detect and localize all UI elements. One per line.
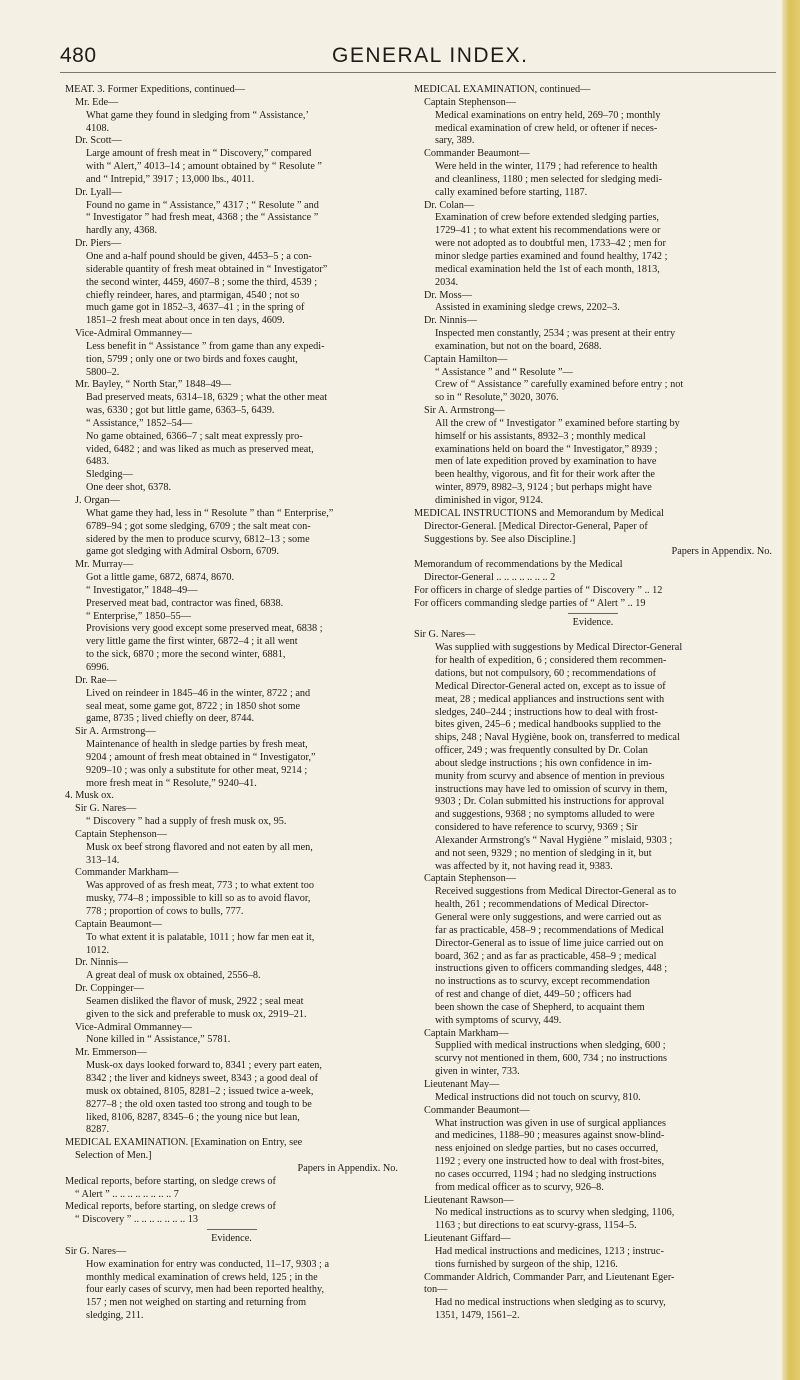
index-line: Dr. Ninnis— <box>75 957 128 969</box>
index-line: Captain Beaumont— <box>75 918 162 930</box>
index-line: 8342 ; the liver and kidneys sweet, 8343 ; a good deal of <box>86 1072 318 1084</box>
index-line: Alexander Armstrong's “ Naval Hygiène ” mislaid, 9303 ; <box>435 834 673 846</box>
index-line: bites given, 245–6 ; medical handbooks supplied to the <box>435 719 661 731</box>
index-line: “ Investigator ” had fresh meat, 4368 ; the “ Assistance ” <box>86 212 319 224</box>
right-column <box>414 84 772 1323</box>
index-line: 4. Musk ox. <box>65 790 114 802</box>
index-line: hardly any, 4368. <box>86 225 158 237</box>
page-number: 480 <box>60 44 97 67</box>
index-line: far as practicable, 458–9 ; recommendations of Medical <box>435 924 664 936</box>
index-line: 5800–2. <box>86 366 120 378</box>
index-line: For officers commanding sledge parties of “ Alert ” .. 19 <box>414 597 646 609</box>
index-line: Vice-Admiral Ommanney— <box>75 328 192 340</box>
index-line: Musk ox beef strong flavored and not eaten by all men, <box>86 841 313 853</box>
index-line: game got sledging with Admiral Osborn, 6709. <box>86 546 280 558</box>
index-line: dations, but not compulsory, 60 ; recommendations of <box>435 667 657 679</box>
running-header: GENERAL INDEX. <box>332 44 529 67</box>
index-line: Selection of Men.] <box>75 1150 152 1162</box>
index-line: Were held in the winter, 1179 ; had reference to health <box>435 161 658 173</box>
index-line: Director-General .. .. .. .. .. .. .. 2 <box>424 572 556 584</box>
index-line: For officers in charge of sledge parties of “ Discovery ” .. 12 <box>414 584 663 596</box>
index-line: Less benefit in “ Assistance ” from game than any expedi- <box>86 340 325 352</box>
index-line: Vice-Admiral Ommanney— <box>75 1021 192 1033</box>
index-line: Inspected men constantly, 2534 ; was present at their entry <box>435 328 676 340</box>
index-line: “ Alert ” .. .. .. .. .. .. .. .. 7 <box>75 1188 179 1200</box>
index-line: Captain Hamilton— <box>424 353 508 365</box>
index-line: Suggestions by. See also Discipline.] <box>424 533 576 545</box>
header-rule <box>60 72 776 73</box>
index-line: What game they had, less in “ Resolute ” than “ Enterprise,” <box>86 507 334 519</box>
index-line: from medical officer as to scurvy, 926–8. <box>435 1181 604 1193</box>
index-line: medical examination held the 1st of each month, 1813, <box>435 263 660 275</box>
index-line: sidered by the men to produce scurvy, 6812–13 ; some <box>86 533 310 545</box>
index-line: no cases occurred, 1194 ; had no sledging instructions <box>435 1168 657 1180</box>
index-line: men of late expedition proved by examination to have <box>435 456 657 468</box>
index-line: 778 ; proportion of cows to bulls, 777. <box>86 906 244 917</box>
index-line: and “ Intrepid,” 3917 ; 13,000 lbs., 4011. <box>86 173 255 185</box>
index-line: One and a-half pound should be given, 4453–5 ; a con- <box>86 250 312 262</box>
index-line: 1163 ; but directions to eat scurvy-grass, 1154–5. <box>435 1220 637 1232</box>
index-line: tion, 5799 ; only one or two birds and foxes caught, <box>86 353 298 365</box>
index-line: “ Enterprise,” 1850–55— <box>86 610 192 622</box>
index-line: siderable quantity of fresh meat obtained in “ Investigator” <box>86 263 328 275</box>
index-line: Commander Aldrich, Commander Parr, and Lieutenant Eger- <box>424 1271 675 1283</box>
index-line: Commander Beaumont— <box>424 1104 530 1116</box>
index-line: Got a little game, 6872, 6874, 8670. <box>86 572 235 584</box>
index-line: 1012. <box>86 944 110 956</box>
index-line: Captain Stephenson— <box>75 828 167 840</box>
index-line: To what extent it is palatable, 1011 ; how far men eat it, <box>86 931 315 943</box>
index-line: 9209–10 ; was only a substitute for other meat, 9214 ; <box>86 764 308 776</box>
index-line: cally examined before starting, 1187. <box>435 186 588 198</box>
index-line: of rest and change of diet, 449–50 ; officers had <box>435 989 632 1001</box>
index-line: Was approved of as fresh meat, 773 ; to what extent too <box>86 880 315 892</box>
index-line: What instruction was given in use of surgical appliances <box>435 1117 666 1129</box>
index-line: four early cases of scurvy, men had been reported healthy, <box>86 1284 325 1296</box>
index-line: liked, 8106, 8287, 8345–6 ; the young nice but lean, <box>86 1111 300 1123</box>
index-line: Dr. Rae— <box>75 674 117 686</box>
index-line: and suggestions, 9368 ; no symptoms alluded to were <box>435 809 655 821</box>
index-line: Medical instructions did not touch on scurvy, 810. <box>435 1091 641 1103</box>
index-line: Had medical instructions and medicines, 1213 ; instruc- <box>435 1245 664 1257</box>
index-line: minor sledge parties examined and found healthy, 1742 ; <box>435 250 668 262</box>
index-line: scurvy not mentioned in them, 600, 734 ; no instructions <box>435 1053 668 1065</box>
index-line: None killed in “ Assistance,” 5781. <box>86 1034 231 1046</box>
index-line: health, 261 ; recommendations of Medical Director- <box>435 899 649 911</box>
index-line: Mr. Emmerson— <box>75 1047 147 1059</box>
index-line: Lived on reindeer in 1845–46 in the winter, 8722 ; and <box>86 687 311 699</box>
index-line: “ Assistance,” 1852–54— <box>86 417 193 429</box>
index-line: Sledging— <box>86 469 133 481</box>
index-line: Dr. Scott— <box>75 135 122 147</box>
index-line: winter, 8979, 8982–3, 9124 ; but perhaps might have <box>435 482 652 494</box>
index-line: Lieutenant Giffard— <box>424 1233 511 1245</box>
index-line: Sir G. Nares— <box>414 629 476 641</box>
index-line: Director-General. [Medical Director-General, Paper of <box>424 520 648 532</box>
index-line: Bad preserved meats, 6314–18, 6329 ; what the other meat <box>86 392 328 404</box>
index-line: “ Investigator,” 1848–49— <box>86 584 198 596</box>
index-line: Dr. Piers— <box>75 238 122 250</box>
index-line: medical examination of crew held, or oftener if neces- <box>435 122 658 134</box>
index-line: 4108. <box>86 122 110 134</box>
left-column <box>65 84 398 1323</box>
index-line: Evidence. <box>211 1233 252 1245</box>
index-line: were not adopted as to doubtful men, 1733–42 ; men for <box>435 238 666 250</box>
index-line: musk ox obtained, 8105, 8281–2 ; issued twice a-week, <box>86 1085 314 1097</box>
index-line: chiefly reindeer, hares, and ptarmigan, 4540 ; not so <box>86 289 300 301</box>
index-line: No game obtained, 6366–7 ; salt meat expressly pro- <box>86 430 303 442</box>
index-line: ness enjoined on sledge parties, but no cases occurred, <box>435 1143 659 1155</box>
index-line: Medical examinations on entry held, 269–70 ; monthly <box>435 109 661 121</box>
index-line: 1351, 1479, 1561–2. <box>435 1310 520 1322</box>
index-line: Papers in Appendix. No. <box>671 546 772 558</box>
index-line: seal meat, some game got, 8722 ; in 1850 shot some <box>86 700 301 712</box>
index-line: Dr. Ninnis— <box>424 315 477 327</box>
index-line: MEDICAL INSTRUCTIONS and Memorandum by Medical <box>414 507 664 519</box>
index-line: 9204 ; amount of fresh meat obtained in “ Investigator,” <box>86 751 316 763</box>
index-line: MEDICAL EXAMINATION, continued— <box>414 84 591 95</box>
index-line: and cleanliness, 1180 ; men selected for sledging medi- <box>435 173 663 185</box>
index-line: and medicines, 1188–90 ; measures against snow-blind- <box>435 1130 665 1142</box>
index-line: board, 362 ; and as far as practicable, 458–9 ; medical <box>435 950 657 962</box>
index-line: officer, 249 ; was frequently consulted by Dr. Colan <box>435 745 648 757</box>
index-line: Seamen disliked the flavor of musk, 2922 ; seal meat <box>86 995 304 1007</box>
index-line: Captain Stephenson— <box>424 96 516 108</box>
index-line: much game got in 1852–3, 4637–41 ; in the spring of <box>86 302 305 314</box>
index-line: Mr. Bayley, “ North Star,” 1848–49— <box>75 379 232 391</box>
index-line: 1192 ; every one instructed how to deal with frost-bites, <box>435 1156 665 1168</box>
index-line: Sir A. Armstrong— <box>424 405 505 417</box>
index-line: given in winter, 733. <box>435 1066 520 1078</box>
index-line: vided, 6482 ; and was liked as much as preserved meat, <box>86 443 314 455</box>
index-line: himself or his assistants, 8932–3 ; monthly medical <box>435 430 646 442</box>
index-line: Maintenance of health in sledge parties by fresh meat, <box>86 739 308 751</box>
index-line: so in “ Resolute,” 3020, 3076. <box>435 392 559 404</box>
index-line: No medical instructions as to scurvy when sledging, 1106, <box>435 1207 675 1219</box>
index-line: Mr. Murray— <box>75 559 134 571</box>
index-line: the second winter, 4459, 4607–8 ; some the third, 4539 ; <box>86 276 318 288</box>
index-line: examinations held on board the “ Investigator,” 8939 ; <box>435 443 658 455</box>
index-line: Lieutenant Rawson— <box>424 1194 514 1206</box>
index-line: given to the sick and preferable to musk ox, 2919–21. <box>86 1008 307 1020</box>
index-line: Director-General as to issue of lime juice carried out on <box>435 937 664 949</box>
index-line: 1851–2 fresh meat about once in ten days, 4609. <box>86 315 285 327</box>
index-line: and not seen, 9329 ; no mention of sledging in it, but <box>435 847 652 859</box>
index-line: sledges, 240–244 ; instructions how to deal with frost- <box>435 706 658 718</box>
index-line: 8287. <box>86 1124 110 1136</box>
index-line: Captain Stephenson— <box>424 873 516 885</box>
index-line: Examination of crew before extended sledging parties, <box>435 212 659 224</box>
index-line: All the crew of “ Investigator ” examined before starting by <box>435 417 680 429</box>
index-line: MEAT. 3. Former Expeditions, continued— <box>65 84 246 95</box>
index-line: A great deal of musk ox obtained, 2556–8. <box>86 970 261 982</box>
index-line: instructions given to officers commanding sledges, 448 ; <box>435 963 668 975</box>
index-line: Preserved meat bad, contractor was fined, 6838. <box>86 597 284 609</box>
index-line: “ Discovery ” had a supply of fresh musk ox, 95. <box>86 816 287 828</box>
index-line: Assisted in examining sledge crews, 2202–3. <box>435 302 620 314</box>
index-line: Medical Director-General acted on, except as to issue of <box>435 680 666 692</box>
index-line: How examination for entry was conducted, 11–17, 9303 ; a <box>86 1258 329 1270</box>
page-edge <box>782 0 800 1380</box>
index-line: 6483. <box>86 456 110 468</box>
index-line: Mr. Ede— <box>75 96 119 108</box>
index-line: for health of expedition, 6 ; considered them recommen- <box>435 655 667 667</box>
index-line: Medical reports, before starting, on sledge crews of <box>65 1201 276 1213</box>
index-line: Memorandum of recommendations by the Medical <box>414 559 623 571</box>
section-rule <box>207 1229 257 1230</box>
index-line: considered to have reference to scurvy, 9369 ; Sir <box>435 822 638 834</box>
index-line: Supplied with medical instructions when sledging, 600 ; <box>435 1040 666 1052</box>
index-line: 2034. <box>435 276 459 288</box>
index-line: Sir A. Armstrong— <box>75 726 156 738</box>
index-line: Dr. Coppinger— <box>75 983 144 995</box>
index-line: examination, but not on the board, 2688. <box>435 340 602 352</box>
index-line: One deer shot, 6378. <box>86 482 172 494</box>
index-line: Captain Markham— <box>424 1027 509 1039</box>
index-line: J. Organ— <box>75 495 120 506</box>
index-line: Medical reports, before starting, on sledge crews of <box>65 1175 276 1187</box>
index-line: very little game the first winter, 6872–4 ; it all went <box>86 636 298 648</box>
index-line: 313–14. <box>86 854 120 866</box>
index-line: 6996. <box>86 661 110 673</box>
index-line: Provisions very good except some preserved meat, 6838 ; <box>86 623 323 635</box>
index-line: “ Assistance ” and “ Resolute ”— <box>435 366 573 378</box>
index-line: Was supplied with suggestions by Medical Director-General <box>435 642 683 654</box>
index-line: Commander Beaumont— <box>424 148 530 160</box>
index-line: 8277–8 ; the old oxen tasted too strong and tough to be <box>86 1098 312 1110</box>
index-line: sary, 389. <box>435 135 475 147</box>
index-line: Found no game in “ Assistance,” 4317 ; “ Resolute ” and <box>86 199 319 211</box>
index-line: Sir G. Nares— <box>75 803 137 815</box>
index-line: Dr. Colan— <box>424 199 475 211</box>
index-line: tions furnished by surgeon of the ship, 1216. <box>435 1258 618 1270</box>
index-line: “ Discovery ” .. .. .. .. .. .. .. 13 <box>75 1214 198 1226</box>
index-line: to the sick, 6870 ; more the second winter, 6881, <box>86 649 286 661</box>
index-line: Dr. Moss— <box>424 289 472 301</box>
index-line: about sledge instructions ; his own confidence in im- <box>435 757 652 769</box>
index-line: musky, 774–8 ; impossible to kill so as to avoid flavor, <box>86 893 311 905</box>
index-line: Received suggestions from Medical Director-General as to <box>435 886 677 898</box>
index-line: 9303 ; Dr. Colan submitted his instructions for approval <box>435 796 665 808</box>
index-line: ships, 248 ; Naval Hygiène, book on, transferred to medical <box>435 732 680 744</box>
index-line: Dr. Lyall— <box>75 186 122 198</box>
index-line: 157 ; men not weighed on starting and returning from <box>86 1297 307 1309</box>
index-line: 1729–41 ; to what extent his recommendations were or <box>435 225 661 237</box>
index-line: game, 8735 ; lived chiefly on deer, 8744. <box>86 713 255 725</box>
index-line: more fresh meat in “ Resolute,” 9240–41. <box>86 777 257 789</box>
index-line: no instructions as to scurvy, except recommendation <box>435 976 650 988</box>
index-line: Large amount of fresh meat in “ Discovery,” compared <box>86 148 312 160</box>
index-line: was affected by it, not having read it, 9383. <box>435 860 613 872</box>
index-line: Had no medical instructions when sledging as to scurvy, <box>435 1297 666 1309</box>
index-line: What game they found in sledging from “ Assistance,’ <box>86 109 309 121</box>
index-line: ton— <box>424 1284 448 1296</box>
index-line: General were only suggestions, and were carried out as <box>435 912 662 923</box>
index-line: monthly medical examination of crews held, 125 ; in the <box>86 1271 318 1283</box>
index-line: meat, 28 ; medical appliances and instructions sent with <box>435 693 665 705</box>
index-line: was, 6330 ; got but little game, 6363–5, 6439. <box>86 405 275 417</box>
index-line: diminished in vigor, 9124. <box>435 495 544 506</box>
index-line: instructions may have led to omission of scurvy in them, <box>435 783 668 795</box>
index-line: Sir G. Nares— <box>65 1245 127 1257</box>
index-line: Papers in Appendix. No. <box>297 1162 398 1174</box>
index-line: been healthy, vigorous, and fit for their work after the <box>435 469 655 481</box>
index-line: Musk-ox days looked forward to, 8341 ; every part eaten, <box>86 1060 322 1072</box>
index-line: been shown the case of Shepherd, to acquaint them <box>435 1001 645 1013</box>
index-line: Crew of “ Assistance ” carefully examined before entry ; not <box>435 379 684 391</box>
index-line: 6789–94 ; got some sledging, 6709 ; the salt meat con- <box>86 520 311 532</box>
index-line: Lieutenant May— <box>424 1078 500 1090</box>
index-line: Commander Markham— <box>75 867 179 879</box>
index-line: MEDICAL EXAMINATION. [Examination on Entry, see <box>65 1137 303 1149</box>
index-line: with “ Alert,” 4013–14 ; amount obtained by “ Resolute ” <box>86 161 322 173</box>
index-line: Evidence. <box>572 616 614 628</box>
section-rule <box>568 613 618 614</box>
index-line: munity from scurvy and absence of mention in previous <box>435 770 665 782</box>
index-line: sledging, 211. <box>86 1310 144 1322</box>
index-line: with symptoms of scurvy, 449. <box>435 1014 562 1026</box>
